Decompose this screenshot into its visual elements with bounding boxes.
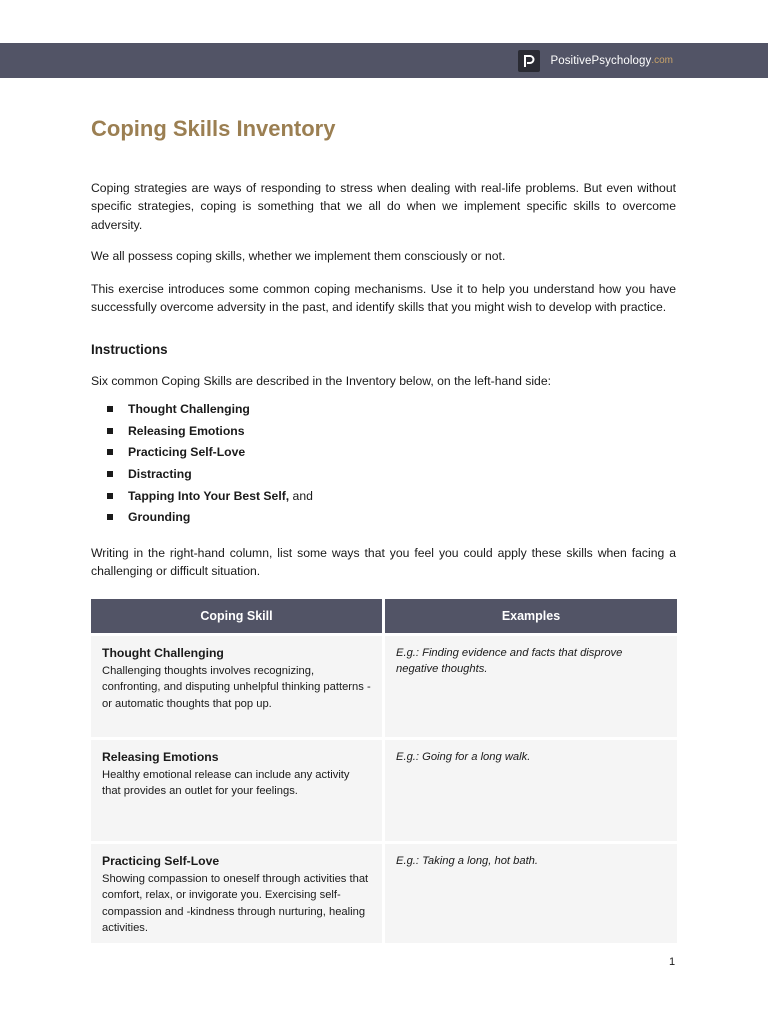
skills-list bbox=[91, 400, 313, 530]
column-header-skill: Coping Skill bbox=[91, 599, 384, 635]
brand-tld: .com bbox=[651, 55, 673, 66]
skill-description: Showing compassion to oneself through activities that comfort, relax, or invigorate you. Exercising self-compassion and -kindness through nurturing, healing activities. bbox=[102, 873, 369, 934]
example-cell[interactable] bbox=[384, 843, 678, 944]
bullet-icon bbox=[107, 493, 113, 499]
skill-name: Releasing Emotions bbox=[102, 750, 219, 764]
skill-name: Thought Challenging bbox=[102, 646, 224, 660]
example-text: E.g.: Going for a long walk. bbox=[396, 751, 531, 763]
p-logo-icon bbox=[518, 50, 540, 72]
skill-cell bbox=[91, 635, 384, 739]
instructions-outro: Writing in the right-hand column, list some ways that you feel you could apply these skills when facing a challenging or difficult situation. bbox=[91, 546, 676, 579]
intro-paragraph-2: We all possess coping skills, whether we implement them consciously or not. bbox=[91, 249, 506, 263]
skill-cell bbox=[91, 739, 384, 843]
skill-cell bbox=[91, 843, 384, 944]
bullet-icon bbox=[107, 428, 113, 434]
skill-description: Challenging thoughts involves recognizing, confronting, and disputing unhelpful thinking patterns - or automatic thoughts that pop up. bbox=[102, 665, 371, 710]
list-item: Thought Challenging bbox=[91, 400, 313, 422]
column-header-examples: Examples bbox=[384, 599, 678, 635]
table-row bbox=[91, 635, 677, 739]
header-bar bbox=[0, 43, 768, 78]
intro-paragraph: Coping strategies are ways of responding to stress when dealing with real-life problems. But even without specific strategies, coping is something that we all do when we implement specific skills to overcome adversity. bbox=[91, 181, 676, 232]
list-item: Releasing Emotions bbox=[91, 422, 313, 444]
table-row bbox=[91, 739, 677, 843]
instructions-heading: Instructions bbox=[91, 342, 168, 357]
page-number: 1 bbox=[669, 956, 676, 968]
brand[interactable] bbox=[518, 50, 673, 71]
list-item: Practicing Self-Love bbox=[91, 443, 313, 465]
example-text: E.g.: Finding evidence and facts that disprove negative thoughts. bbox=[396, 647, 623, 676]
example-text: E.g.: Taking a long, hot bath. bbox=[396, 855, 539, 867]
example-cell[interactable] bbox=[384, 739, 678, 843]
bullet-icon bbox=[107, 514, 113, 520]
table-row bbox=[91, 843, 677, 944]
page-title: Coping Skills Inventory bbox=[91, 116, 336, 141]
list-item: Grounding bbox=[91, 508, 313, 530]
bullet-icon bbox=[107, 471, 113, 477]
bullet-icon bbox=[107, 406, 113, 412]
instructions-intro: Six common Coping Skills are described in the Inventory below, on the left-hand side: bbox=[91, 374, 551, 388]
brand-name: PositivePsychology bbox=[550, 54, 652, 67]
bullet-icon bbox=[107, 449, 113, 455]
list-item: Distracting bbox=[91, 465, 313, 487]
list-item: Tapping Into Your Best Self, and bbox=[91, 487, 313, 509]
skill-name: Practicing Self-Love bbox=[102, 854, 220, 868]
coping-skills-table bbox=[91, 599, 677, 943]
example-cell[interactable] bbox=[384, 635, 678, 739]
skill-description: Healthy emotional release can include any activity that provides an outlet for your feelings. bbox=[102, 769, 350, 798]
intro-paragraph-3: This exercise introduces some common coping mechanisms. Use it to help you understand how you have successfully overcome adversity in the past, and identify skills that you might wish to develop with practice. bbox=[91, 282, 676, 315]
